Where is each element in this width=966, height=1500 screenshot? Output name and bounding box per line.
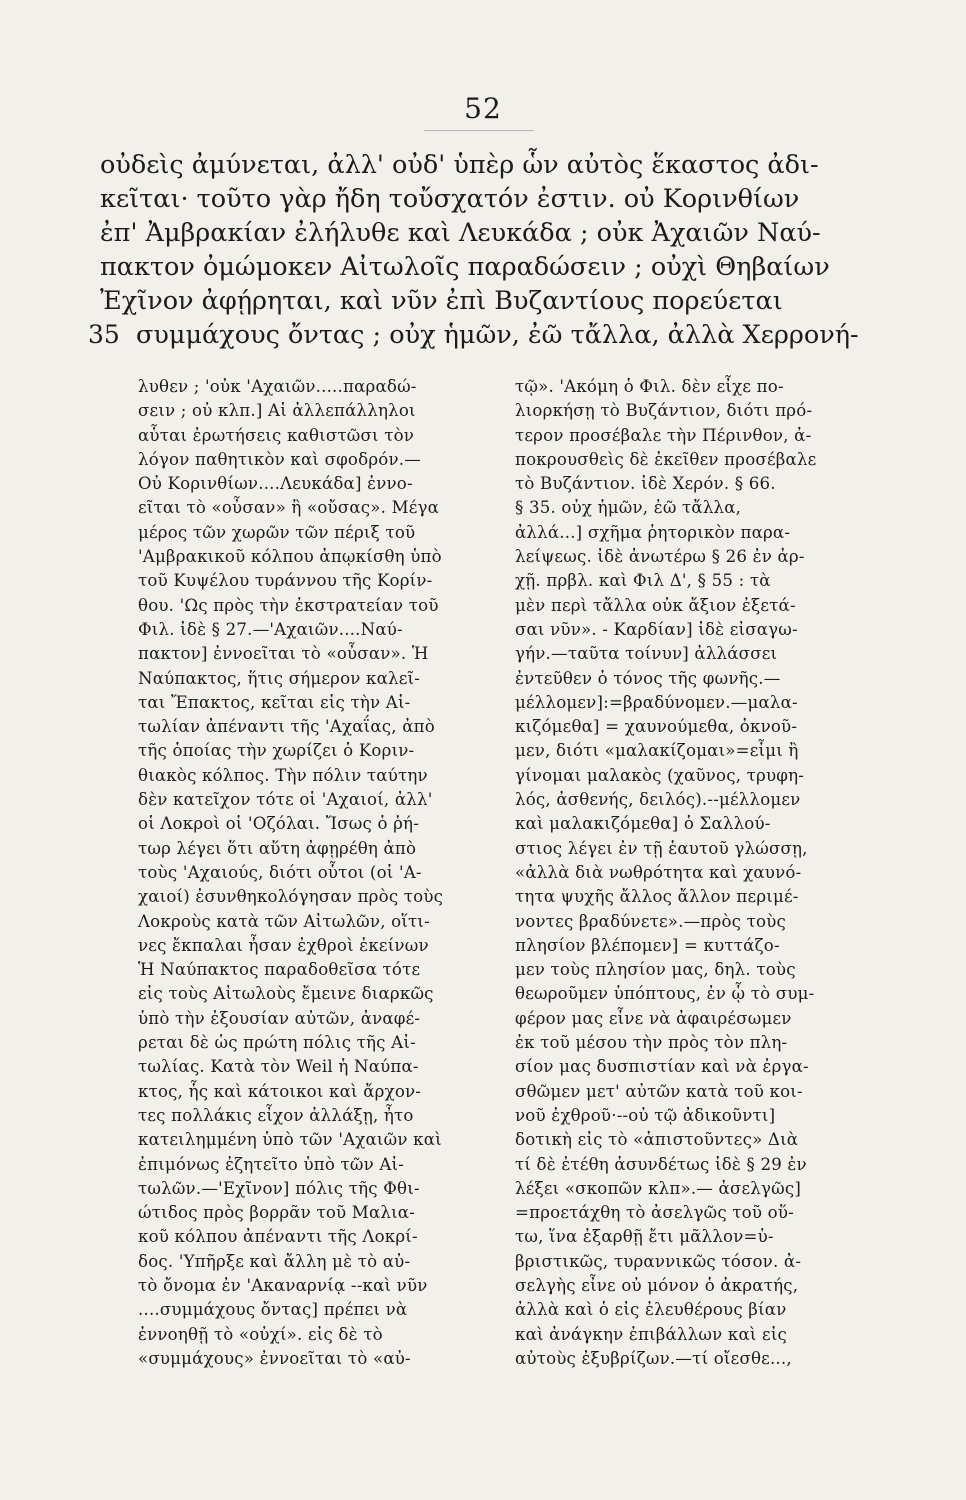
commentary-line: μὲν περὶ τἄλλα οὐκ ἄξιον ἐξετά-	[515, 595, 796, 615]
commentary-line: τί δὲ ἐτέθη ἀσυνδέτως ἰδὲ § 29 ἐν	[515, 1154, 807, 1174]
commentary-line: τωλῶν.—'Εχῖνον] πόλις τῆς Φθι-	[138, 1178, 420, 1198]
commentary-line: εἰς τοὺς Αἰτωλοὺς ἔμεινε διαρκῶς	[138, 984, 434, 1004]
commentary-line: ἀλλά...] σχῆμα ῥητορικὸν παρα-	[515, 522, 791, 542]
commentary-line: Ναύπακτος, ἥτις σήμερον καλεῖ-	[138, 668, 421, 688]
commentary-line: αὐτοὺς ἐξυβρίζων.—τί οἴεσθε...,	[515, 1348, 792, 1368]
commentary-line: μέρος τῶν χωρῶν τῶν πέριξ τοῦ	[138, 522, 416, 542]
commentary-line: λόγον παθητικὸν καὶ σφοδρόν.—	[138, 449, 422, 469]
header-rule	[424, 130, 534, 131]
commentary-line: «συμμάχους» ἐννοεῖται τὸ «αὐ-	[138, 1348, 411, 1368]
main-line	[100, 250, 860, 284]
commentary-line: 'Αμβρακικοῦ κόλπου ἀπῳκίσθη ὑπὸ	[138, 547, 442, 567]
main-line	[88, 318, 860, 352]
main-line-text: οὐδεὶς ἀμύνεται, ἀλλ' οὐδ' ὑπὲρ ὧν αὐτὸς ἕκαστος ἀδι-	[100, 150, 819, 180]
line-number: 35	[88, 320, 120, 349]
commentary-line: Φιλ. ἰδὲ § 27.—'Αχαιῶν....Ναύ-	[138, 619, 403, 639]
commentary-line: λείψεως. ἰδὲ ἀνωτέρω § 26 ἐν ἀρ-	[515, 547, 805, 567]
commentary-line: σειν ; οὐ κλπ.] Αἱ ἀλλεπάλληλοι	[138, 401, 416, 421]
commentary-line: νοῦ ἐχθροῦ·--οὐ τῷ ἀδικοῦντι]	[515, 1105, 776, 1125]
commentary-line: τητα ψυχῆς ἄλλος ἄλλον περιμέ-	[515, 887, 799, 907]
commentary-line: τὸ Βυζάντιον. ἰδὲ Χερόν. § 66.	[515, 474, 776, 494]
commentary-line: δος. 'Υπῆρξε καὶ ἄλλη μὲ τὸ αὐ-	[138, 1251, 411, 1271]
commentary-line: Οὐ Κορινθίων....Λευκάδα] ἐννο-	[138, 474, 413, 494]
commentary-line: οἱ Λοκροὶ οἱ 'Οζόλαι. Ἴσως ὁ ῥή-	[138, 814, 420, 834]
commentary-line: τῆς ὁποίας τὴν χωρίζει ὁ Κοριν-	[138, 741, 415, 761]
commentary-line: σθῶμεν μετ' αὐτῶν κατὰ τοῦ κοι-	[515, 1081, 803, 1101]
commentary-line: θου. 'Ως πρὸς τὴν ἐκστρατείαν τοῦ	[138, 595, 439, 615]
commentary-left-column	[138, 375, 483, 1371]
commentary-line: ἐντεῦθεν ὁ τόνος τῆς φωνῆς.—	[515, 668, 781, 688]
commentary-line: ἀλλὰ καὶ ὁ εἰς ἐλευθέρους βίαν	[515, 1300, 787, 1320]
commentary-line: ἐκ τοῦ μέσου τὴν πρὸς τὸν πλη-	[515, 1033, 788, 1053]
commentary-line: τοὺς 'Αχαιούς, διότι οὗτοι (οἱ 'Α-	[138, 862, 422, 882]
main-line	[100, 216, 860, 250]
commentary-line: σελγὴς εἶνε οὐ μόνον ὁ ἀκρατής,	[515, 1275, 799, 1295]
commentary-line: γήν.—ταῦτα τοίνυν] ἀλλάσσει	[515, 644, 778, 664]
commentary-line: ται Ἔπακτος, κεῖται εἰς τὴν Αἰ-	[138, 692, 411, 712]
commentary-line: νοντες βραδύνετε».—πρὸς τοὺς	[515, 911, 786, 931]
commentary-line: τω, ἵνα ἐξαρθῇ ἔτι μᾶλλον=ὑ-	[515, 1227, 774, 1247]
commentary-line: λιορκήσῃ τὸ Βυζάντιον, διότι πρό-	[515, 401, 813, 421]
commentary-line: πλησίον βλέπομεν] = κυττάζο-	[515, 935, 780, 955]
commentary-line: κατειλημμένη ὑπὸ τῶν 'Αχαιῶν καὶ	[138, 1130, 442, 1150]
commentary-line: τερον προσέβαλε τὴν Πέρινθον, ἀ-	[515, 425, 812, 445]
commentary-line: σίον μας δυσπιστίαν καὶ νὰ ἐργα-	[515, 1057, 809, 1077]
commentary-line: ἐννοηθῇ τὸ «οὐχί». εἰς δὲ τὸ	[138, 1324, 383, 1344]
commentary-line: νες ἔκπαλαι ἦσαν ἐχθροὶ ἐκείνων	[138, 935, 429, 955]
main-line	[100, 284, 860, 318]
commentary-line: Λοκροὺς κατὰ τῶν Αἰτωλῶν, οἵτι-	[138, 911, 430, 931]
commentary-line: ώτιδος πρὸς βορρᾶν τοῦ Μαλια-	[138, 1203, 416, 1223]
commentary-line: εῖται τὸ «οὖσαν» ἢ «οὔσας». Μέγα	[138, 498, 440, 518]
commentary-line: τες πολλάκις εἶχον ἀλλάξῃ, ἦτο	[138, 1105, 414, 1125]
commentary-line: δοτικὴ εἰς τὸ «ἀπιστοῦντες» Διὰ	[515, 1130, 799, 1150]
commentary-line: τωλίαν ἀπέναντι τῆς 'Αχαΐας, ἀπὸ	[138, 717, 435, 737]
commentary-line: βριστικῶς, τυραννικῶς τόσον. ἀ-	[515, 1251, 802, 1271]
commentary-line: κτος, ἧς καὶ κάτοικοι καὶ ἄρχον-	[138, 1081, 422, 1101]
commentary-line: θεωροῦμεν ὑπόπτους, ἐν ᾧ τὸ συμ-	[515, 984, 815, 1004]
commentary-line: θιακὸς κόλπος. Τὴν πόλιν ταύτην	[138, 765, 428, 785]
commentary-line: ....συμμάχους ὄντας] πρέπει νὰ	[138, 1300, 408, 1320]
commentary-line: Ἡ Ναύπακτος παραδοθεῖσα τότε	[138, 960, 421, 980]
commentary-line: χῇ. πρβλ. καὶ Φιλ Δ', § 55 : τὰ	[515, 571, 771, 591]
commentary-line: ὑπὸ τὴν ἐξουσίαν αὐτῶν, ἀναφέ-	[138, 1008, 421, 1028]
commentary-line: φέρον μας εἶνε νὰ ἀφαιρέσωμεν	[515, 1008, 792, 1028]
commentary-line: καὶ μαλακιζόμεθα] ὁ Σαλλού-	[515, 814, 771, 834]
commentary-line: λός, ἀσθενής, δειλός).--μέλλομεν	[515, 790, 801, 810]
commentary-line: =προετάχθη τὸ ἀσελγῶς τοῦ οὕ-	[515, 1203, 794, 1223]
commentary-line: τωλίας. Κατὰ τὸν Weil ἡ Ναύπα-	[138, 1057, 419, 1077]
commentary-line: μεν, διότι «μαλακίζομαι»=εἶμι ἢ	[515, 741, 799, 761]
commentary-line: στιος λέγει ἐν τῇ ἑαυτοῦ γλώσσῃ,	[515, 838, 808, 858]
commentary-line: κιζόμεθα] = χαυνούμεθα, ὀκνοῦ-	[515, 717, 798, 737]
commentary-line: τὸ ὄνομα ἐν 'Ακαναρνίᾳ --καὶ νῦν	[138, 1275, 428, 1295]
commentary-line: κοῦ κόλπου ἀπέναντι τῆς Λοκρί-	[138, 1227, 418, 1247]
commentary-line: μεν τοὺς πλησίον μας, δηλ. τοὺς	[515, 960, 796, 980]
main-line-text: ἐπ' Ἀμβρακίαν ἐλήλυθε καὶ Λευκάδα ; οὐκ Ἀχαιῶν Ναύ-	[100, 218, 821, 248]
commentary-line: καὶ ἀνάγκην ἐπιβάλλων καὶ εἰς	[515, 1324, 788, 1344]
commentary-line: ποκρουσθεὶς δὲ ἐκεῖθεν προσέβαλε	[515, 449, 817, 469]
commentary-line: γίνομαι μαλακὸς (χαῦνος, τρυφη-	[515, 765, 805, 785]
commentary-line: ρεται δὲ ὡς πρώτη πόλις τῆς Αἰ-	[138, 1033, 416, 1053]
commentary-line: λυθεν ; 'οὐκ 'Αχαιῶν.....παραδώ-	[138, 377, 417, 396]
main-line-text: Ἐχῖνον ἀφῄρηται, καὶ νῦν ἐπὶ Βυζαντίους πορεύεται	[100, 286, 783, 316]
commentary-line: τωρ λέγει ὅτι αὕτη ἀφῃρέθη ἀπὸ	[138, 838, 417, 858]
main-line-text: κεῖται· τοῦτο γὰρ ἤδη τοὔσχατόν ἐστιν. οὐ Κορινθίων	[100, 184, 800, 214]
commentary-line: τῷ». 'Ακόμη ὁ Φιλ. δὲν εἶχε πο-	[515, 377, 784, 396]
commentary-line: λέξει «σκοπῶν κλπ».— ἀσελγῶς]	[515, 1178, 802, 1198]
commentary-line: αὗται ἐρωτήσεις καθιστῶσι τὸν	[138, 425, 415, 445]
commentary-line: τοῦ Κυψέλου τυράννου τῆς Κορίν-	[138, 571, 433, 591]
commentary-line: ἐπιμόνως ἐζητεῖτο ὑπὸ τῶν Αἰ-	[138, 1154, 405, 1174]
commentary-line: μέλλομεν]:=βραδύνομεν.—μαλα-	[515, 692, 798, 712]
main-line-text: πακτον ὀμώμοκεν Αἰτωλοῖς παραδώσειν ; οὐχὶ Θηβαίων	[100, 252, 830, 282]
main-line	[100, 182, 860, 216]
commentary-line: § 35. οὐχ ἡμῶν, ἐῶ τἄλλα,	[515, 498, 742, 518]
main-line-text: συμμάχους ὄντας ; οὐχ ἡμῶν, ἐῶ τἄλλα, ἀλλὰ Χερρονή-	[136, 320, 859, 350]
main-line	[100, 148, 860, 182]
commentary-line: χαιοί) ἐσυνθηκολόγησαν πρὸς τοὺς	[138, 887, 444, 907]
commentary-line: σαι νῦν». - Καρδίαν] ἰδὲ εἰσαγω-	[515, 619, 798, 639]
commentary-line: δὲν κατεῖχον τότε οἱ 'Αχαιοί, ἀλλ'	[138, 790, 433, 810]
main-text	[88, 148, 860, 352]
commentary-line: «ἀλλὰ διὰ νωθρότητα καὶ χαυνό-	[515, 862, 802, 882]
commentary-line: πακτον] ἐννοεῖται τὸ «οὖσαν». Ἡ	[138, 644, 429, 664]
commentary-right-column	[515, 375, 860, 1371]
page-number: 52	[464, 92, 502, 125]
